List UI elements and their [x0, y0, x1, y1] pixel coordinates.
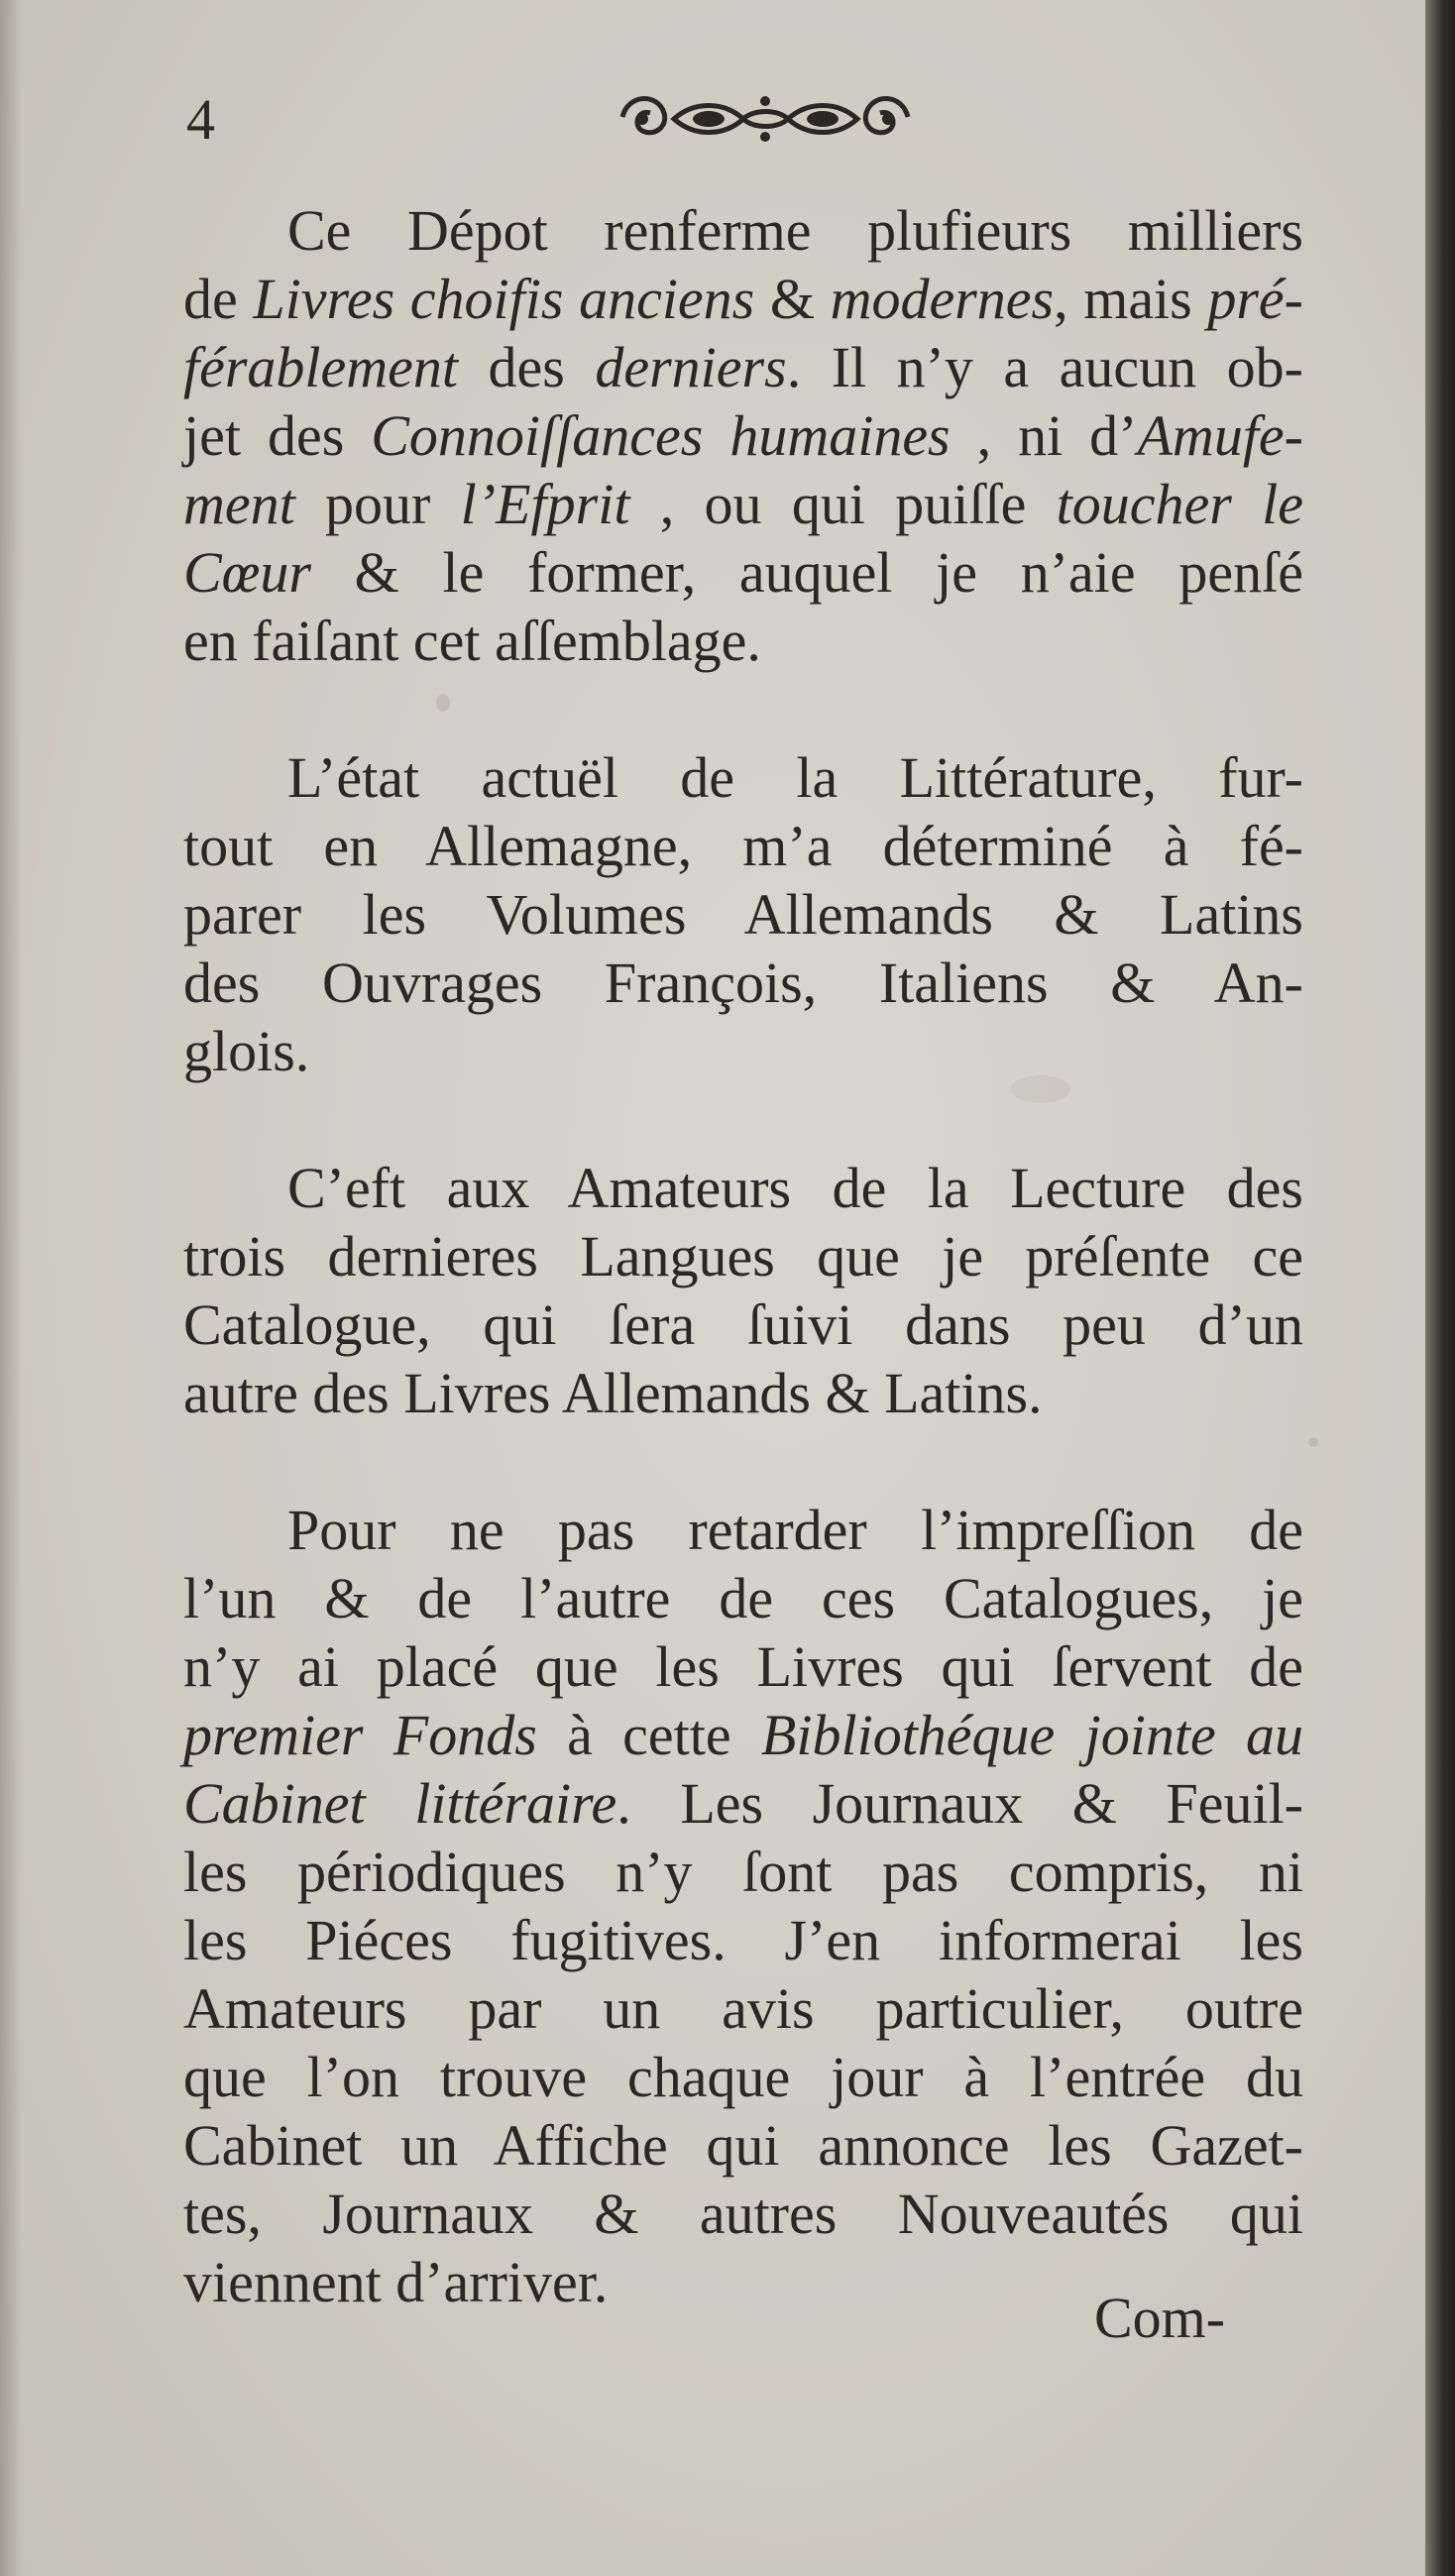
paragraph: [183, 196, 1303, 675]
text-run: & le former, auquel je n’aie penſé: [310, 540, 1303, 605]
text-run: autre des Livres Allemands & Latins.: [183, 1361, 1043, 1425]
text-line: [183, 1222, 1303, 1290]
text-run: n’y ai placé que les Livres qui ſervent de: [183, 1634, 1303, 1699]
text-run: glois.: [183, 1019, 310, 1083]
text-run: , mais: [1054, 267, 1208, 331]
printer-ornament-icon: [615, 79, 917, 149]
text-run: , ou qui puiſſe: [629, 472, 1057, 536]
text-line: [183, 401, 1303, 470]
text-run: viennent d’arriver.: [183, 2250, 609, 2314]
text-line: [183, 812, 1303, 880]
text-run: &: [754, 267, 831, 331]
text-line: [183, 607, 1303, 675]
text-line: [183, 1017, 1303, 1085]
italic-run: derniers: [595, 335, 787, 399]
text-run: Catalogue, qui ſera ſuivi dans peu d’un: [183, 1292, 1303, 1357]
text-line: [183, 538, 1303, 607]
italic-run: modernes: [830, 267, 1055, 331]
italic-run: pré-: [1207, 267, 1303, 331]
catchword: Com-: [1094, 2286, 1226, 2350]
text-run: parer les Volumes Allemands & Latins: [183, 882, 1303, 947]
text-run: les périodiques n’y ſont pas compris, ni: [183, 1840, 1303, 1904]
text-line: [183, 2111, 1303, 2180]
text-run: pour: [294, 472, 461, 536]
text-run: tout en Allemagne, m’a déterminé à fé-: [183, 814, 1303, 878]
text-run: que l’on trouve chaque jour à l’entrée du: [183, 2045, 1303, 2109]
text-line: [183, 1974, 1303, 2043]
page-body-text: [183, 196, 1303, 2385]
text-line: [183, 2043, 1303, 2111]
text-line: [183, 1496, 1303, 1564]
text-run: les Piéces fugitives. J’en informerai les: [183, 1908, 1303, 1972]
italic-run: l’Efprit: [460, 472, 630, 536]
text-line: [183, 1838, 1303, 1906]
text-run: trois dernieres Langues que je préſente ce: [183, 1224, 1303, 1288]
text-line: [183, 196, 1303, 265]
text-line: [183, 333, 1303, 401]
text-run: à cette: [536, 1703, 761, 1767]
text-line: [183, 949, 1303, 1017]
text-line: [183, 1564, 1303, 1632]
text-line: [183, 1290, 1303, 1359]
paragraph: [183, 1496, 1303, 2316]
text-run: L’état actuël de la Littérature, fur-: [287, 745, 1303, 810]
text-line: [183, 1154, 1303, 1222]
text-run: Pour ne pas retarder l’impreſſion de: [287, 1498, 1303, 1562]
text-line: [183, 1769, 1303, 1838]
text-line: [183, 1906, 1303, 1974]
text-run: . Les Journaux & Feuil-: [616, 1771, 1303, 1836]
italic-run: toucher le: [1056, 472, 1304, 536]
text-run: . Il n’y a aucun ob-: [786, 335, 1303, 399]
text-run: tes, Journaux & autres Nouveautés qui: [183, 2182, 1303, 2246]
italic-run: Amufe-: [1137, 403, 1303, 468]
text-line: [183, 1359, 1303, 1427]
text-line: [183, 1632, 1303, 1701]
page-number: 4: [186, 87, 215, 152]
italic-run: Cœur: [183, 540, 311, 605]
text-run: des: [458, 335, 596, 399]
book-gutter-edge: [1425, 0, 1455, 2576]
text-run: Amateurs par un avis particulier, outre: [183, 1976, 1303, 2041]
text-run: , ni d’: [950, 403, 1138, 468]
italic-run: férablement: [183, 335, 459, 399]
italic-run: Connoiſſances humaines: [371, 403, 951, 468]
text-line: [183, 880, 1303, 949]
text-run: l’un & de l’autre de ces Catalogues, je: [183, 1566, 1303, 1630]
text-line: [183, 743, 1303, 812]
text-run: jet des: [183, 403, 372, 468]
text-run: des Ouvrages François, Italiens & An-: [183, 951, 1303, 1015]
italic-run: Bibliothéque jointe au: [760, 1703, 1303, 1767]
italic-run: Livres choifis anciens: [253, 267, 755, 331]
text-line: [183, 265, 1303, 333]
italic-run: Cabinet littéraire: [183, 1771, 617, 1836]
text-run: de: [183, 267, 254, 331]
italic-run: ment: [183, 472, 295, 536]
text-run: Cabinet un Affiche qui annonce les Gazet-: [183, 2113, 1303, 2178]
text-run: C’eft aux Amateurs de la Lecture des: [287, 1156, 1303, 1220]
text-line: [183, 470, 1303, 538]
text-line: [183, 1701, 1303, 1769]
paragraph: [183, 1154, 1303, 1427]
text-run: Ce Dépot renferme plufieurs milliers: [287, 198, 1303, 263]
text-line: [183, 2180, 1303, 2248]
text-run: en faiſant cet aſſemblage.: [183, 609, 761, 673]
paragraph: [183, 743, 1303, 1085]
italic-run: premier Fonds: [183, 1703, 537, 1767]
